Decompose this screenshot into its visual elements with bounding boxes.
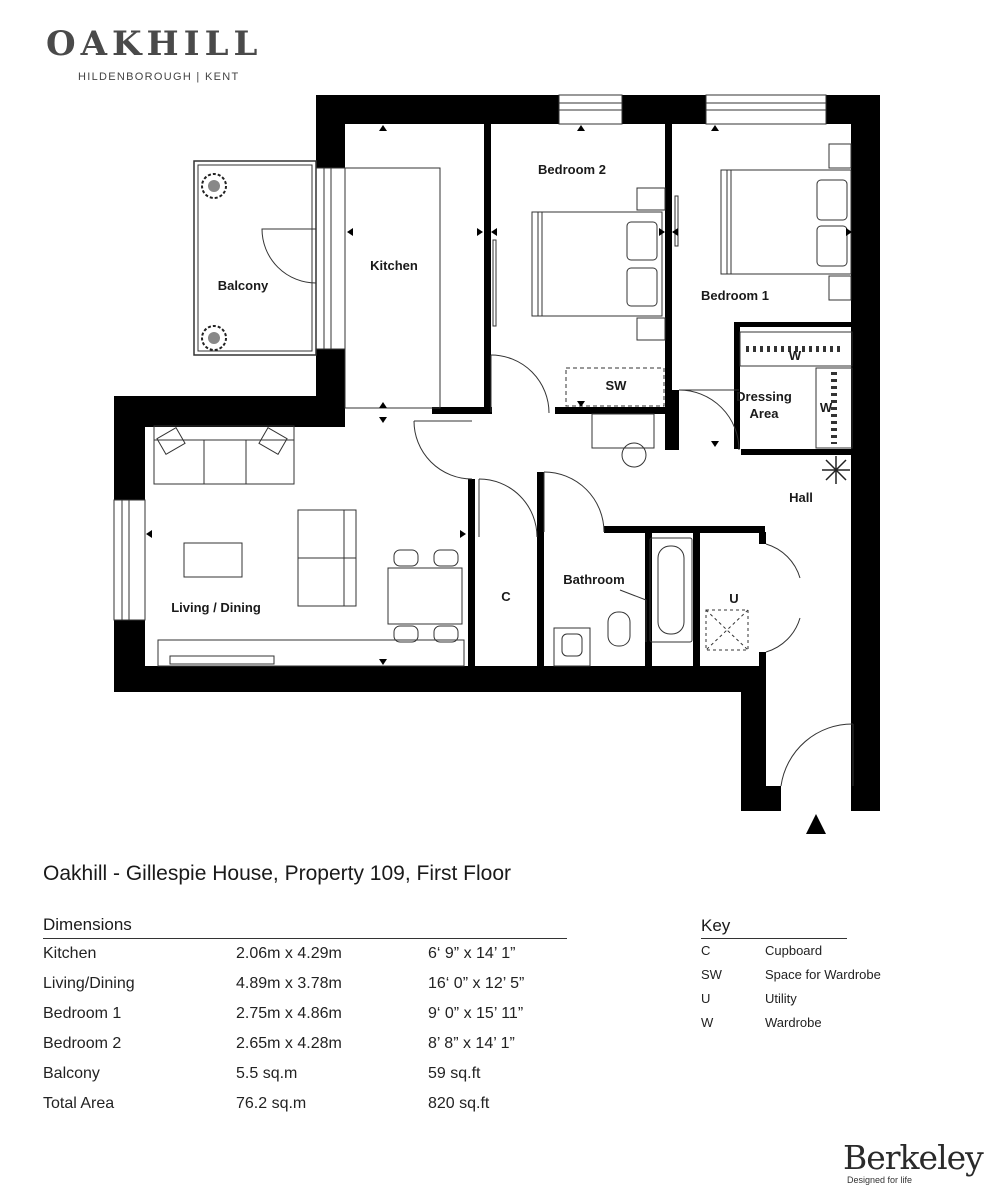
room-label-wardrobe-top: W xyxy=(788,348,802,363)
room-label-utility: U xyxy=(729,591,739,606)
room-label-wardrobe-side: W xyxy=(819,400,833,415)
berkeley-tagline: Designed for life xyxy=(847,1175,913,1185)
dimension-imperial: 820 sq.ft xyxy=(428,1095,490,1112)
key-meaning: Utility xyxy=(765,991,797,1006)
room-label-dressing: Dressing xyxy=(736,389,792,404)
brand-subtitle: HILDENBOROUGH | KENT xyxy=(78,71,240,83)
dimension-imperial: 9‘ 0” x 15’ 11” xyxy=(428,1005,524,1022)
room-label-sw: SW xyxy=(605,378,627,393)
entrance-arrow-icon xyxy=(806,814,826,834)
room-label-balcony: Balcony xyxy=(217,278,269,293)
key-code: SW xyxy=(701,967,722,982)
kitchen-counter xyxy=(345,168,440,408)
dimensions-heading: Dimensions xyxy=(43,915,132,934)
room-label-bedroom1: Bedroom 1 xyxy=(701,288,769,303)
dimension-imperial: 8’ 8” x 14’ 1” xyxy=(428,1035,515,1052)
utility-unit xyxy=(706,610,748,650)
balcony xyxy=(194,161,316,355)
key-code: C xyxy=(701,943,711,958)
dimension-row xyxy=(43,1035,603,1059)
room-label-living: Living / Dining xyxy=(171,600,261,615)
dimension-imperial: 59 sq.ft xyxy=(428,1065,481,1082)
dimension-row xyxy=(43,945,603,969)
doors xyxy=(414,355,853,786)
dimension-metric: 76.2 sq.m xyxy=(236,1095,307,1112)
key-heading: Key xyxy=(701,916,731,935)
dimension-row xyxy=(43,1095,603,1119)
property-title: Oakhill - Gillespie House, Property 109, First Floor xyxy=(43,862,511,885)
dimension-metric: 4.89m x 3.78m xyxy=(236,975,342,992)
key-item xyxy=(701,943,901,963)
key-divider xyxy=(701,938,847,939)
dimension-metric: 5.5 sq.m xyxy=(236,1065,298,1082)
key-item xyxy=(701,991,901,1011)
bedroom2-furniture xyxy=(493,188,665,467)
key-code: W xyxy=(701,1015,714,1030)
room-label-hall: Hall xyxy=(789,490,813,505)
dimension-imperial: 6‘ 9” x 14’ 1” xyxy=(428,945,516,962)
dimension-row xyxy=(43,1005,603,1029)
dimension-room: Bedroom 1 xyxy=(43,1005,122,1022)
dimension-room: Living/Dining xyxy=(43,975,135,992)
dimensions-divider xyxy=(43,938,567,939)
room-label-kitchen: Kitchen xyxy=(370,258,418,273)
dimension-metric: 2.65m x 4.28m xyxy=(236,1035,342,1052)
bathroom-fixtures xyxy=(554,538,692,666)
brand-title: OAKHILL xyxy=(46,24,263,64)
dimension-metric: 2.06m x 4.29m xyxy=(236,945,342,962)
room-label-dressing-area: Area xyxy=(749,406,779,421)
dimension-row xyxy=(43,975,603,999)
berkeley-logo: Berkeley xyxy=(843,1138,983,1177)
room-label-bathroom: Bathroom xyxy=(563,572,625,587)
room-label-bedroom2: Bedroom 2 xyxy=(538,162,606,177)
key-meaning: Cupboard xyxy=(765,943,823,958)
dimension-imperial: 16‘ 0” x 12’ 5” xyxy=(428,975,525,992)
dimension-room: Kitchen xyxy=(43,945,97,962)
dimension-room: Balcony xyxy=(43,1065,100,1082)
plant-icon xyxy=(822,456,850,484)
key-item xyxy=(701,1015,901,1035)
key-code: U xyxy=(701,991,711,1006)
key-meaning: Wardrobe xyxy=(765,1015,822,1030)
room-label-cupboard: C xyxy=(501,589,511,604)
bedroom1-furniture xyxy=(675,144,851,300)
dimension-metric: 2.75m x 4.86m xyxy=(236,1005,342,1022)
dimension-room: Bedroom 2 xyxy=(43,1035,122,1052)
living-furniture xyxy=(154,426,464,666)
dimension-row xyxy=(43,1065,603,1089)
dimension-room: Total Area xyxy=(43,1095,115,1112)
key-meaning: Space for Wardrobe xyxy=(765,967,881,982)
key-item xyxy=(701,967,901,987)
